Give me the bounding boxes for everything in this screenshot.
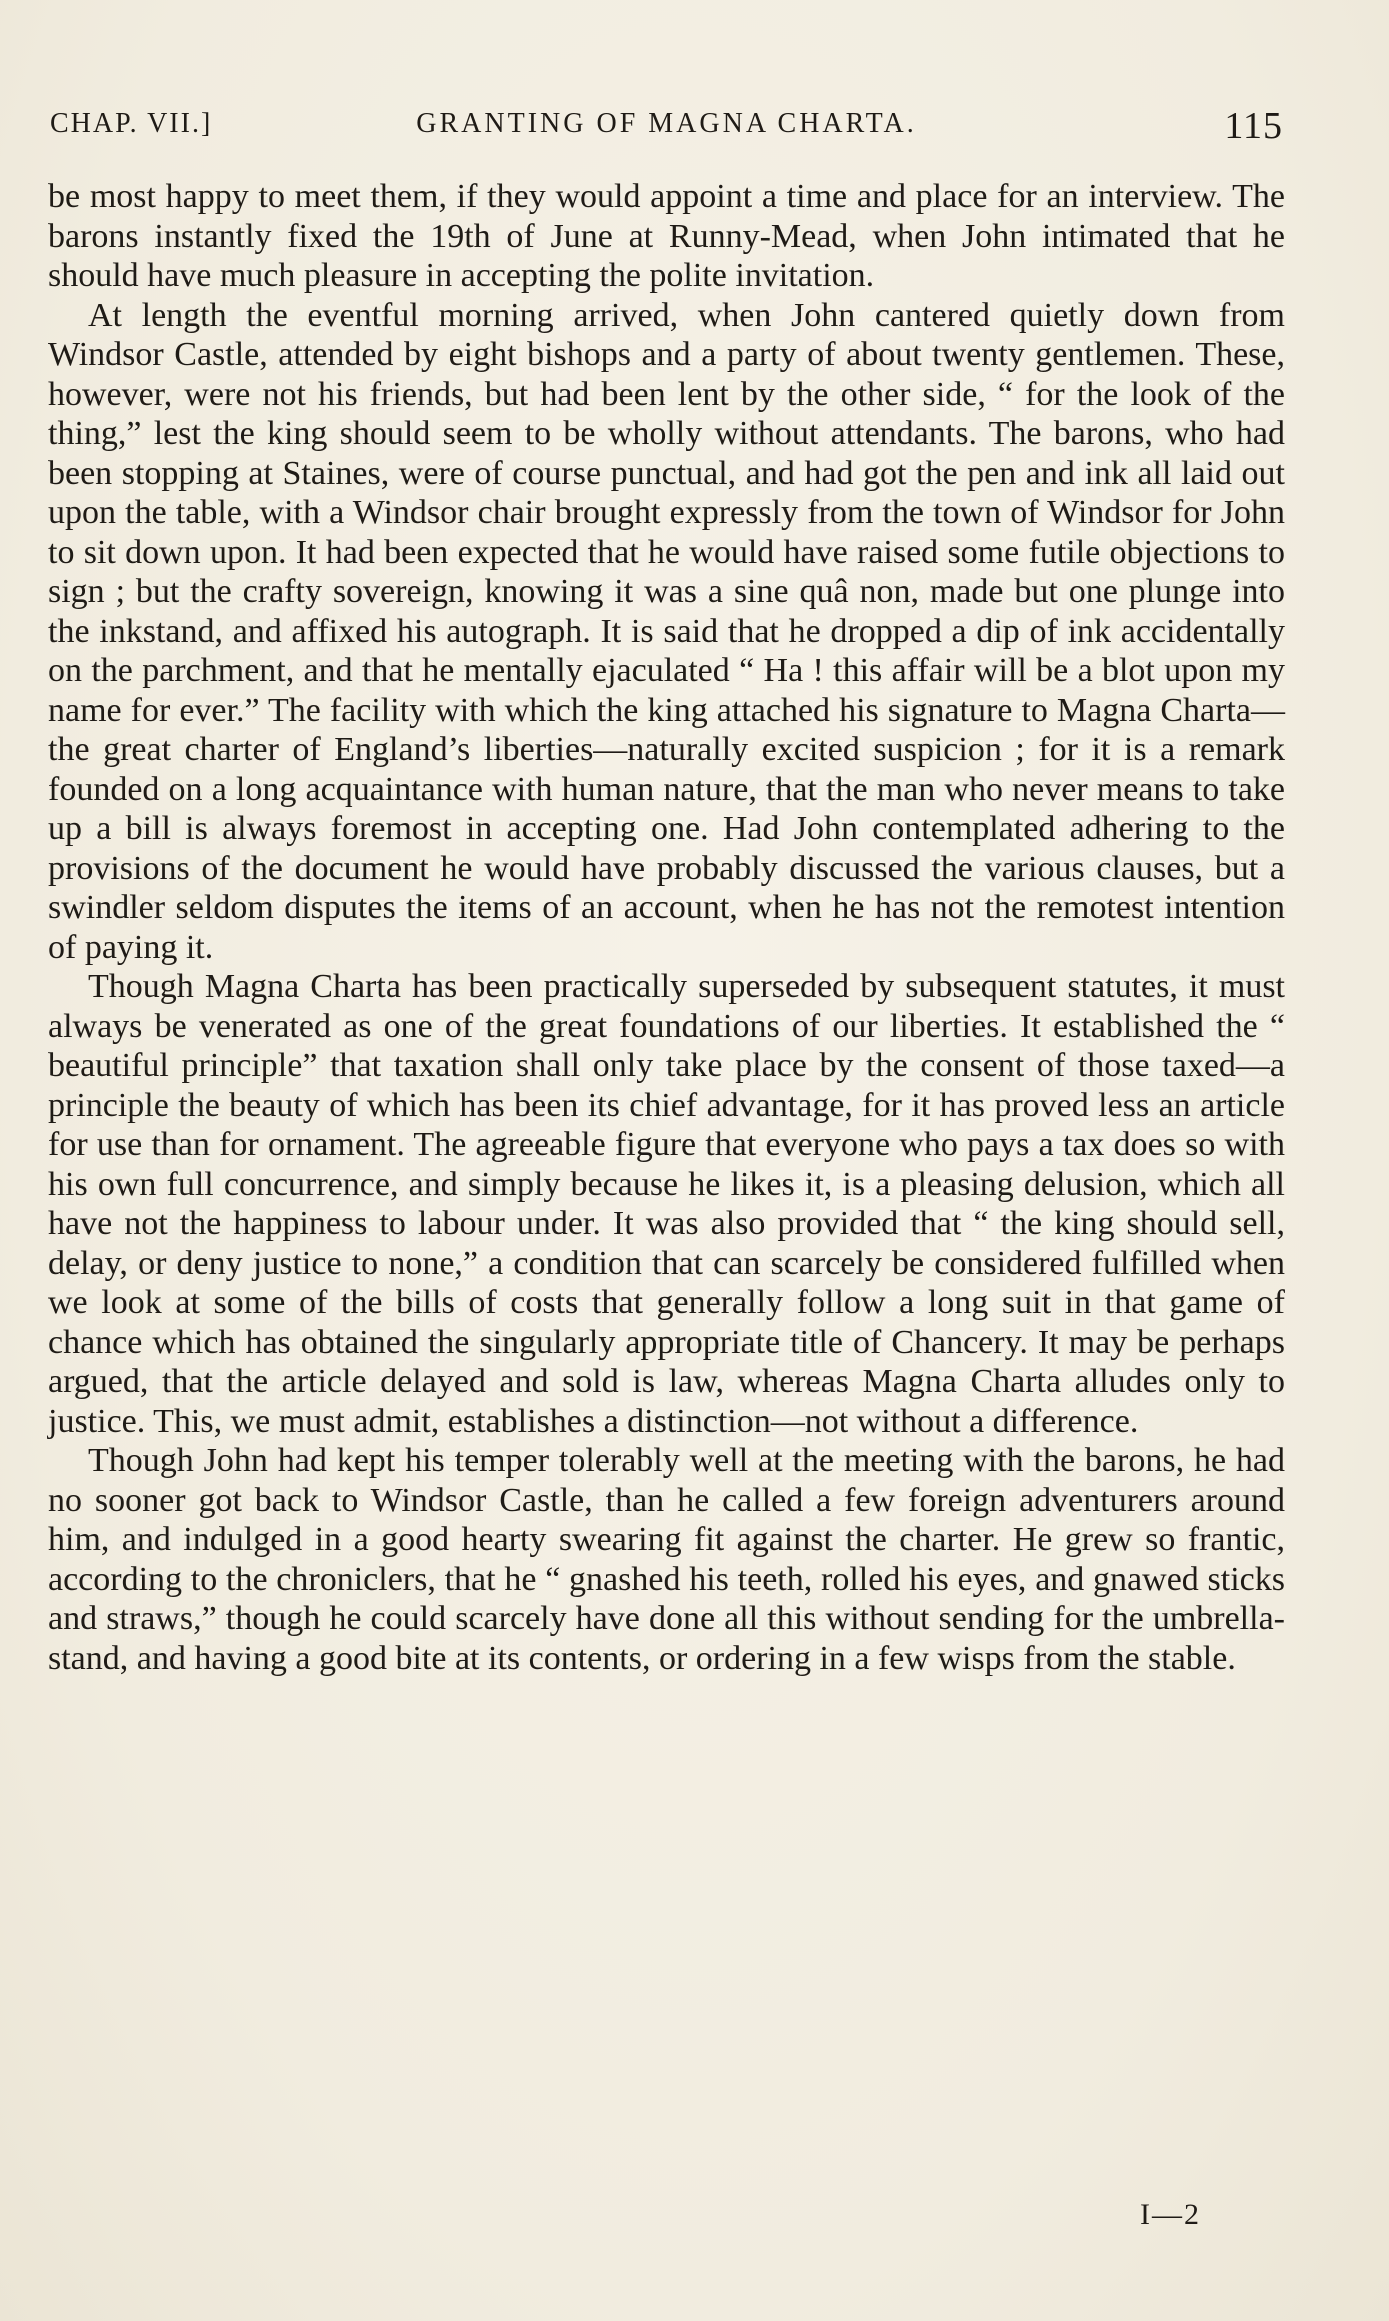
paragraph-4: Though John had kept his temper tolerably well at the meeting with the barons, he had no sooner got back to Windsor Castle, than he called a few foreign adventurers around him, and indulged in a good hearty swearing fit against the charter. He grew so frantic, according to the chroniclers, that he “ gnashed his teeth, rolled his eyes, and gnawed sticks and straws,” though he could scarcely have done all this without sending for the umbrella-stand, and having a good bite at its contents, or ordering in a few wisps from the stable. [48,1442,1285,1677]
body-text [48,177,1285,1678]
paragraph-3: Though Magna Charta has been practically superseded by subsequent statutes, it must always be venerated as one of the great foundations of our liberties. It established the “ beautiful principle” that taxation shall only take place by the consent of those taxed—a principle the beauty of which has been its chief advantage, for it has proved less an article for use than for ornament. The agreeable figure that everyone who pays a tax does so with his own full concurrence, and simply because he likes it, is a pleasing delusion, which all have not the happiness to labour under. It was also provided that “ the king should sell, delay, or deny justice to none,” a condition that can scarcely be considered fulfilled when we look at some of the bills of costs that generally follow a long suit in that game of chance which has obtained the singularly appropriate title of Chancery. It may be perhaps argued, that the article delayed and sold is law, whereas Magna Charta alludes only to justice. This, we must admit, establishes a distinction—not without a difference. [48,968,1285,1440]
running-head [50,105,1283,152]
signature-mark: I—2 [1140,2198,1201,2231]
paragraph-2: At length the eventful morning arrived, when John cantered quietly down from Windsor Castle, attended by eight bishops and a party of about twenty gentlemen. These, however, were not his friends, but had been lent by the other side, “ for the look of the thing,” lest the king should seem to be wholly without attendants. The barons, who had been stopping at Staines, were of course punctual, and had got the pen and ink all laid out upon the table, with a Windsor chair brought expressly from the town of Windsor for John to sit down upon. It had been expected that he would have raised some futile objections to sign ; but the crafty sovereign, knowing it was a sine quâ non, made but one plunge into the inkstand, and affixed his autograph. It is said that he dropped a dip of ink accidentally on the parchment, and that he mentally ejaculated “ Ha ! this affair will be a blot upon my name for ever.” The facility with which the king attached his signature to Magna Charta—the great charter of England’s liberties—naturally excited suspicion ; for it is a remark founded on a long acquaintance with human nature, that the man who never means to take up a bill is always foremost in accepting one. Had John contemplated adhering to the provisions of the document he would have probably discussed the various clauses, but a swindler seldom disputes the items of an account, when he has not the remotest intention of paying it. [48,296,1285,966]
running-title: GRANTING OF MAGNA CHARTA. [416,108,917,139]
page-number: 115 [1224,105,1283,147]
chapter-label: CHAP. VII.] [50,108,213,139]
paragraph-1: be most happy to meet them, if they would appoint a time and place for an interview. The barons instantly fixed the 19th of June at Runny-Mead, when John intimated that he should have much pleasure in accepting the polite invitation. [48,178,1285,294]
